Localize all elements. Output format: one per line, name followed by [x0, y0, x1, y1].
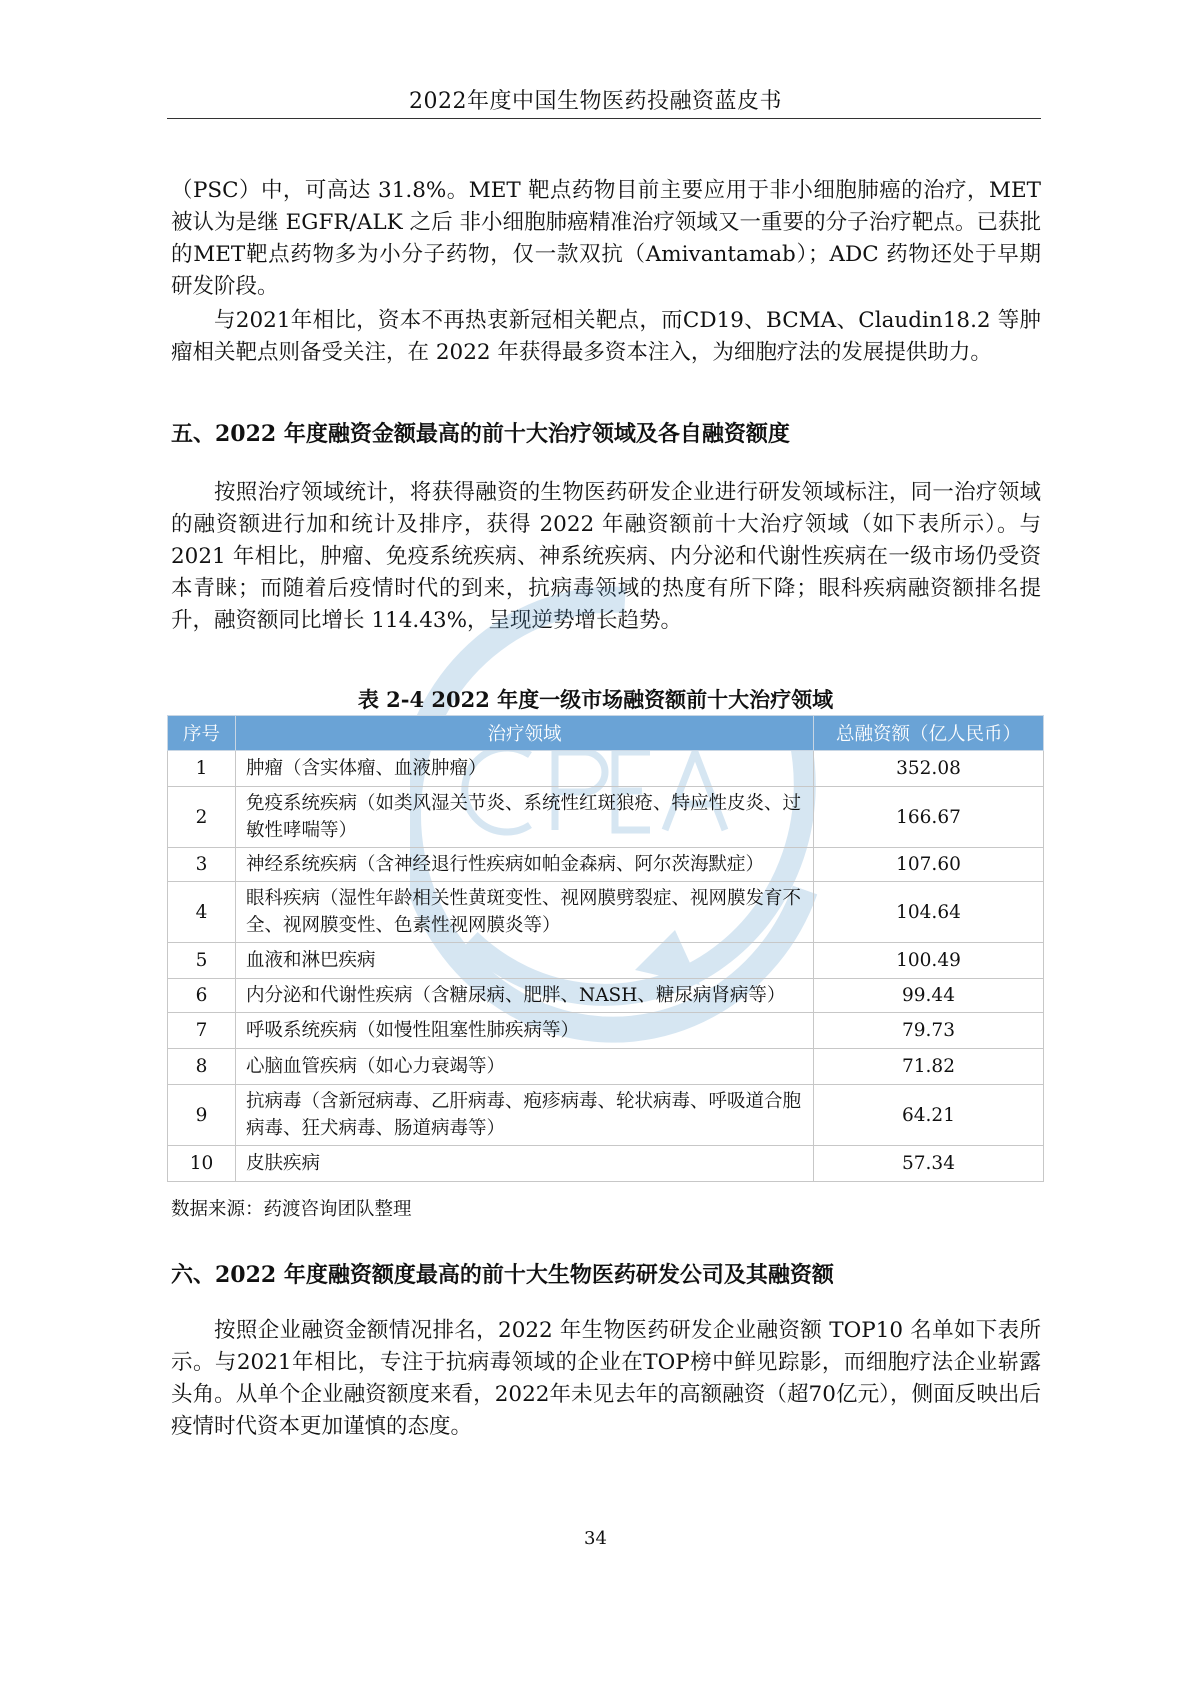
paragraph-top10-companies: 按照企业融资金额情况排名，2022 年生物医药研发企业融资额 TOP10 名单如下表所示。与2021年相比，专注于抗病毒领域的企业在TOP榜中鲜见踪影，而细胞疗法企业崭露头角。从单个企业融资额度来看，2022年未见去年的高额融资（超70亿元），侧面反映出后疫情时代资本更加谨慎的态度。 [171, 1318, 1041, 1439]
row-rank-cell: 1 [168, 751, 236, 787]
section-heading-5: 五、2022 年度融资金额最高的前十大治疗领域及各自融资额度 [171, 421, 790, 447]
row-funding-amount-cell: 107.60 [814, 848, 1044, 882]
column-header-rank: 序号 [168, 716, 236, 751]
row-rank-cell: 4 [168, 882, 236, 943]
table-caption: 表 2-4 2022 年度一级市场融资额前十大治疗领域 [357, 687, 834, 712]
table-row [168, 943, 1044, 979]
row-funding-amount-cell: 99.44 [814, 979, 1044, 1013]
row-therapy-area-cell: 呼吸系统疾病（如慢性阻塞性肺疾病等） [236, 1013, 814, 1049]
row-funding-amount-cell: 352.08 [814, 751, 1044, 787]
table-source-note: 数据来源：药渡咨询团队整理 [171, 1199, 412, 1220]
paragraph-capital-focus: 与2021年相比，资本不再热衷新冠相关靶点，而CD19、BCMA、Claudin18.2 等肿瘤相关靶点则备受关注，在 2022 年获得最多资本注入，为细胞疗法的发展提供助力。 [171, 308, 1041, 365]
table-row [168, 882, 1044, 943]
table-row [168, 848, 1044, 882]
row-rank-cell: 6 [168, 979, 236, 1013]
therapy-area-funding-table [167, 715, 1044, 1182]
row-rank-cell: 10 [168, 1146, 236, 1182]
table-row [168, 1049, 1044, 1085]
row-rank-cell: 8 [168, 1049, 236, 1085]
row-rank-cell: 5 [168, 943, 236, 979]
row-funding-amount-cell: 57.34 [814, 1146, 1044, 1182]
table-row [168, 787, 1044, 848]
row-therapy-area-cell: 内分泌和代谢性疾病（含糖尿病、肥胖、NASH、糖尿病肾病等） [236, 979, 814, 1013]
table-row [168, 1146, 1044, 1182]
column-header-therapy-area: 治疗领域 [236, 716, 814, 751]
row-funding-amount-cell: 104.64 [814, 882, 1044, 943]
table-row [168, 751, 1044, 787]
row-funding-amount-cell: 79.73 [814, 1013, 1044, 1049]
row-rank-cell: 9 [168, 1085, 236, 1146]
table-header-row [168, 716, 1044, 751]
row-therapy-area-cell: 皮肤疾病 [236, 1146, 814, 1182]
running-header-title: 2022年度中国生物医药投融资蓝皮书 [409, 89, 782, 114]
row-therapy-area-cell: 肿瘤（含实体瘤、血液肿瘤） [236, 751, 814, 787]
paragraph-therapy-areas: 按照治疗领域统计，将获得融资的生物医药研发企业进行研发领域标注，同一治疗领域的融资额进行加和统计及排序，获得 2022 年融资额前十大治疗领域（如下表所示）。与 2021 年相比，肿瘤、免疫系统疾病、神系统疾病、内分泌和代谢性疾病在一级市场仍受资本青睐；而随着后疫情时代的到来，抗病毒领域的热度有所下降；眼科疾病融资额排名提升，融资额同比增长 114.43%，呈现逆势增长趋势。 [171, 480, 1041, 633]
header-divider [167, 118, 1041, 119]
row-therapy-area-cell: 眼科疾病（湿性年龄相关性黄斑变性、视网膜劈裂症、视网膜发育不全、视网膜变性、色素性视网膜炎等） [236, 882, 814, 943]
row-funding-amount-cell: 100.49 [814, 943, 1044, 979]
row-funding-amount-cell: 71.82 [814, 1049, 1044, 1085]
table-row [168, 979, 1044, 1013]
table-body [168, 751, 1044, 1182]
row-therapy-area-cell: 血液和淋巴疾病 [236, 943, 814, 979]
table-row [168, 1085, 1044, 1146]
row-rank-cell: 2 [168, 787, 236, 848]
row-therapy-area-cell: 抗病毒（含新冠病毒、乙肝病毒、疱疹病毒、轮状病毒、呼吸道合胞病毒、狂犬病毒、肠道病毒等） [236, 1085, 814, 1146]
row-therapy-area-cell: 神经系统疾病（含神经退行性疾病如帕金森病、阿尔茨海默症） [236, 848, 814, 882]
row-therapy-area-cell: 免疫系统疾病（如类风湿关节炎、系统性红斑狼疮、特应性皮炎、过敏性哮喘等） [236, 787, 814, 848]
row-rank-cell: 3 [168, 848, 236, 882]
page-number: 34 [584, 1528, 607, 1549]
row-funding-amount-cell: 64.21 [814, 1085, 1044, 1146]
table-row [168, 1013, 1044, 1049]
row-funding-amount-cell: 166.67 [814, 787, 1044, 848]
row-rank-cell: 7 [168, 1013, 236, 1049]
paragraph-met-target: （PSC）中，可高达 31.8%。MET 靶点药物目前主要应用于非小细胞肺癌的治疗，MET 被认为是继 EGFR/ALK 之后 非小细胞肺癌精准治疗领域又一重要的分子治疗靶点。已获批的MET靶点药物多为小分子药物，仅一款双抗（Amivantamab）；ADC 药物还处于早期研发阶段。 [171, 178, 1041, 299]
row-therapy-area-cell: 心脑血管疾病（如心力衰竭等） [236, 1049, 814, 1085]
column-header-total-funding: 总融资额（亿人民币） [814, 716, 1044, 751]
section-heading-6: 六、2022 年度融资额度最高的前十大生物医药研发公司及其融资额 [171, 1262, 834, 1288]
